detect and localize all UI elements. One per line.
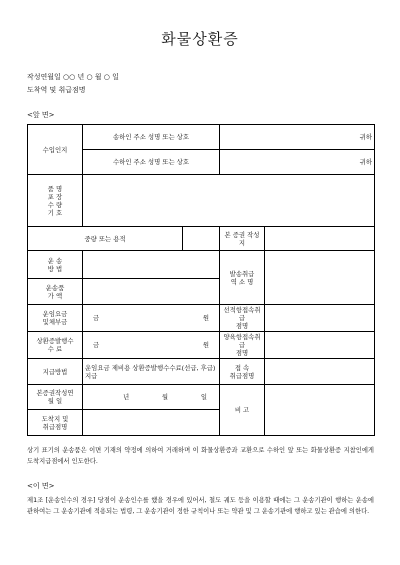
connecting-station-value[interactable] — [265, 305, 375, 332]
dispatch-station-line-1: 발송취급 — [229, 269, 255, 278]
form-table — [27, 124, 375, 436]
dispatch-station-label — [220, 251, 265, 305]
arrival-station-line-2: 취급점명 — [42, 422, 68, 431]
goods-label-1: 품 명 — [47, 184, 63, 193]
issue-date-line-1: 본증권작성연 — [36, 389, 74, 397]
consignee-name-cell: 수하인 주소 성명 또는 상호 — [83, 150, 220, 175]
arrival-station-line-1: 도착지 및 — [41, 414, 69, 423]
connecting-station-line-1: 선적항접속취급 — [223, 306, 261, 322]
arrival-station-value[interactable] — [83, 410, 220, 436]
landing-station-label — [220, 332, 265, 359]
issue-place-value[interactable] — [265, 227, 375, 251]
freight-amount-prefix: 금 — [93, 314, 100, 322]
payment-label: 지급방법 — [28, 359, 83, 385]
station-line: 도착역 및 취급점명 — [27, 86, 86, 94]
freight-amount-suffix: 원 — [202, 314, 210, 322]
date-line: 작성연월일 ○○ 년 ○ 월 ○ 일 — [27, 73, 119, 81]
front-note: 상기 표기의 운송품은 이면 기재의 약정에 의하여 거래하며 이 화물상환증과 교환으로 수하인 앞 또는 화물상환증 지참인에게 도착지급점에서 인도한다. — [27, 447, 374, 466]
recipient-label-cell: 수입인지 — [28, 125, 83, 175]
shipper-suffix-cell: 귀하 — [220, 125, 375, 150]
issue-date-line-2: 월 일 — [47, 397, 63, 405]
landing-station-line-2: 점명 — [235, 349, 249, 357]
transport-price-value[interactable] — [83, 279, 220, 305]
transport-method-label — [28, 251, 83, 279]
exchange-fee-line-1: 상환증발행수 — [36, 337, 74, 345]
exchange-fee-label — [28, 332, 83, 359]
goods-label-4: 기 호 — [47, 208, 63, 217]
weight-volume-value[interactable] — [183, 227, 220, 251]
back-section-label: <이 면> — [27, 482, 55, 490]
issue-date-month: 월 — [161, 393, 169, 401]
goods-label-3: 수 량 — [47, 200, 63, 209]
payment-value: 운임요금 제비용 상환증발행수수료(선급, 후급)지급 — [83, 359, 220, 385]
freight-label-line-2: 및체부금 — [42, 318, 68, 326]
remark-label: 비 고 — [220, 385, 265, 436]
transport-method-line-1: 운 송 — [47, 256, 63, 265]
exchange-amount-prefix: 금 — [93, 341, 100, 349]
exchange-amount-cell[interactable] — [83, 332, 220, 359]
connecting-station-label — [220, 305, 265, 332]
transport-price-line-1: 운송품 — [45, 283, 65, 292]
transport-method-value[interactable] — [83, 251, 220, 279]
goods-label-2: 포 장 — [47, 192, 63, 201]
issue-date-year: 년 — [123, 393, 130, 401]
contact-station-line-2: 취급점명 — [229, 371, 255, 380]
remark-value[interactable] — [265, 385, 375, 436]
landing-station-line-1: 양육항접속취급 — [223, 333, 261, 349]
arrival-station-label — [28, 410, 83, 436]
goods-label-cell — [28, 175, 83, 227]
dispatch-station-line-2: 역 소 명 — [230, 277, 254, 286]
shipper-name-cell: 송하인 주소 성명 또는 상호 — [83, 125, 220, 150]
contact-station-line-1: 접 속 — [234, 363, 250, 372]
goods-value-cell[interactable] — [83, 175, 375, 227]
connecting-station-line-2: 점명 — [235, 322, 249, 330]
issue-date-day: 일 — [200, 393, 207, 401]
freight-label — [28, 305, 83, 332]
issue-date-value[interactable] — [83, 385, 220, 410]
transport-method-line-2: 방 법 — [47, 264, 63, 273]
transport-price-label — [28, 279, 83, 305]
freight-amount-cell[interactable] — [83, 305, 220, 332]
exchange-amount-suffix: 원 — [202, 341, 210, 349]
back-note: 제1조 [운송인수의 경우] 당점이 운송인수를 했을 경우에 있어서, 철도 궤도 등을 이용할 때에는 그 운송기관이 행하는 운송에 관하여는 그 운송기관에 적용되는 법령, 그 운송기관이 정한 규칙이나 또는 약관 및 그 운송기관에 행하고 있는 관습에 의한다. — [27, 497, 374, 516]
contact-station-label — [220, 359, 265, 385]
exchange-fee-line-2: 수 료 — [47, 345, 63, 353]
transport-price-line-2: 가 액 — [47, 291, 63, 300]
issue-place-label: 본 증권 작성지 — [220, 227, 265, 251]
dispatch-station-value[interactable] — [265, 251, 375, 305]
contact-station-value[interactable] — [265, 359, 375, 385]
front-section-label: <앞 면> — [27, 111, 55, 119]
freight-label-line-1: 운임요금 — [42, 310, 68, 318]
landing-station-value[interactable] — [265, 332, 375, 359]
weight-volume-label: 중량 또는 용적 — [28, 227, 183, 251]
issue-date-label — [28, 385, 83, 410]
consignee-suffix-cell: 귀하 — [220, 150, 375, 175]
page-title: 화물상환증 — [161, 30, 239, 48]
